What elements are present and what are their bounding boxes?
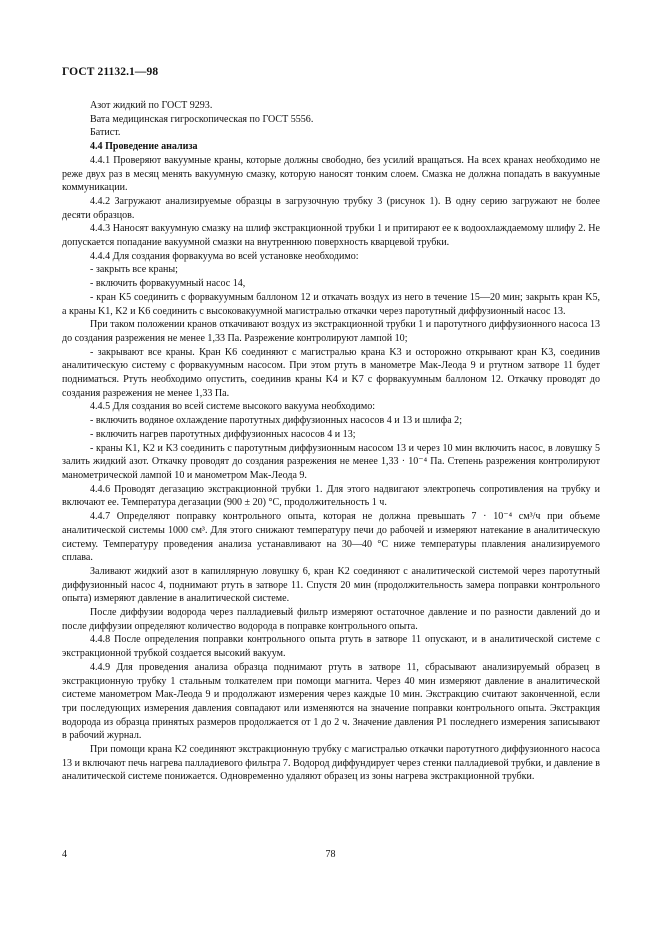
document-body — [62, 99, 600, 784]
paragraph: 4.4.8 После определения поправки контрольного опыта ртуть в затворе 11 опускают, и в аналитической системе с экстракционной трубкой создается высокий вакуум. — [62, 634, 600, 660]
list-item: - закрывают все краны. Кран K6 соединяют с магистралью крана K3 и осторожно открывают кран K3, соединив аналитическую систему с форвакуумным насосом. При этом ртуть в манометре Мак-Леода 9 и ртутном затворе 11 будет подниматься. Ртуть необходимо опустить, соединив краны K4 и K7 с форвакуумным баллоном 12. Откачку проводят до создания разрежения не менее 1,33 Па. — [62, 346, 600, 399]
paragraph: 4.4.6 Проводят дегазацию экстракционной трубки 1. Для этого надвигают электропечь сопротивления на трубку и включают ее. Температура дегазации (900 ± 20) °С, продолжительность 1 ч. — [62, 483, 600, 509]
list-item: - кран K5 соединить с форвакуумным баллоном 12 и откачать воздух из него в течение 15—20 мин; закрыть кран K5, а краны K1, K2 и K6 соединить с высоковакуумной магистралью откачки через паротутный диффузионный насос 13. — [62, 291, 600, 317]
section-heading: 4.4 Проведение анализа — [90, 141, 198, 153]
document-header: ГОСТ 21132.1—98 — [62, 66, 159, 78]
page-number-left: 4 — [62, 849, 67, 860]
list-item: - закрыть все краны; — [90, 264, 178, 276]
paragraph: Вата медицинская гигроскопическая по ГОСТ 5556. — [90, 113, 314, 125]
paragraph: Батист. — [90, 127, 121, 139]
paragraph: 4.4.1 Проверяют вакуумные краны, которые должны свободно, без усилий вращаться. На всех кранах необходимо не реже двух раз в месяц менять вакуумную смазку, которую наносят тонким слоем. Смазка не должна попадать в вакуумные коммуникации. — [62, 154, 600, 194]
paragraph: Азот жидкий по ГОСТ 9293. — [90, 100, 213, 111]
paragraph: 4.4.7 Определяют поправку контрольного опыта, которая не должна превышать 7 · 10⁻⁴ см³/ч при объеме аналитической системы 1000 см³. Для этого снижают температуру печи до рабочей и измеряют натекание в аналитическую систему. Температуру проведения анализа устанавливают на 30—40 °С ниже температуры плавления анализируемого сплава. — [62, 511, 600, 564]
paragraph: При помощи крана K2 соединяют экстракционную трубку с магистралью откачки паротутного диффузионного насоса 13 и включают печь нагрева палладиевого фильтра 7. Водород диффундирует через стенки палладиевой трубки, и давление в аналитической системе понижается. Одновременно удаляют образец из зоны нагрева экстракционной трубки. — [62, 744, 600, 783]
list-item: - краны K1, K2 и K3 соединить с паротутным диффузионным насосом 13 и через 10 мин включить насос, в ловушку 5 залить жидкий азот. Откачку проводят до создания разрежения не менее 1,33 · 10⁻⁴ Па. Степень разрежения контролируют манометрической лампой 10 и манометром Мак-Леода 9. — [62, 442, 600, 481]
paragraph: 4.4.3 Наносят вакуумную смазку на шлиф экстракционной трубки 1 и притирают ее к водоохлаждаемому шлифу 2. Не допускается попадание вакуумной смазки на внутреннюю поверхность кварцевой трубки. — [62, 223, 600, 249]
paragraph: Заливают жидкий азот в капиллярную ловушку 6, кран K2 соединяют с аналитической системой через паротутный диффузионный насос 4, поднимают ртуть в затворе 11. Спустя 20 мин (продолжительность замера поправки контрольного опыта) измеряют давление в аналитической системе. — [62, 565, 600, 605]
page-number-center: 78 — [325, 849, 336, 860]
list-item: - включить форвакуумный насос 14, — [90, 278, 246, 290]
paragraph: 4.4.9 Для проведения анализа образца поднимают ртуть в затворе 11, сбрасывают анализируемый образец в экстракционную трубку 1 стальным толкателем при помощи магнита. Через 40 мин измеряют давление в аналитической системе манометром Мак-Леода 9 и продолжают измерения через каждые 10 мин. Экстракцию считают законченной, если три последующих измерения давления совпадают или изменяются на значение поправки контрольного опыта. Экстракция водорода из образца принятых размеров продолжается от 1 до 2 ч. Значение давления P1 последнего измерения записывают в рабочий журнал. — [62, 661, 600, 742]
paragraph: При таком положении кранов откачивают воздух из экстракционной трубки 1 и паротутного диффузионного насоса 13 до создания разрежения не менее 1,33 Па. Разрежение контролируют лампой 10; — [62, 319, 600, 344]
paragraph: 4.4.5 Для создания во всей системе высокого вакуума необходимо: — [90, 401, 376, 413]
paragraph: 4.4.4 Для создания форвакуума во всей установке необходимо: — [90, 250, 359, 262]
list-item: - включить нагрев паротутных диффузионных насосов 4 и 13; — [90, 428, 356, 440]
paragraph: 4.4.2 Загружают анализируемые образцы в загрузочную трубку 3 (рисунок 1). В одну серию загружают не более десяти образцов. — [62, 195, 600, 221]
paragraph: После диффузии водорода через палладиевый фильтр измеряют остаточное давление и по разности давлений до и после диффузии определяют количество водорода в поправке контрольного опыта. — [62, 607, 600, 632]
list-item: - включить водяное охлаждение паротутных диффузионных насосов 4 и 13 и шлифа 2; — [90, 415, 462, 427]
